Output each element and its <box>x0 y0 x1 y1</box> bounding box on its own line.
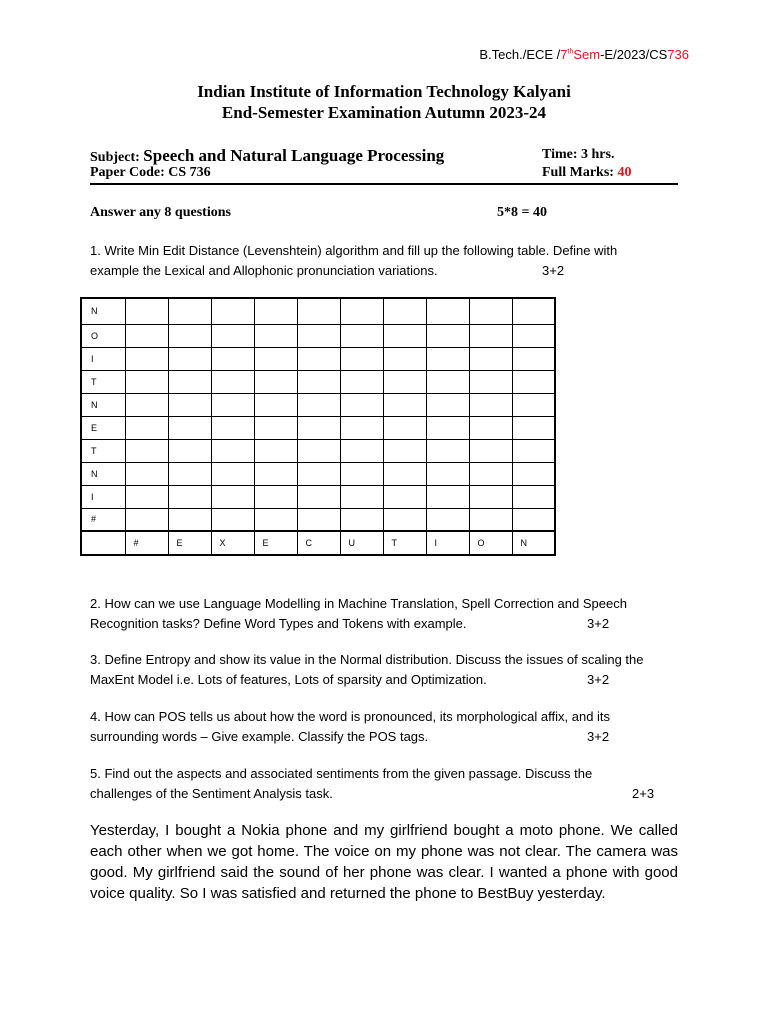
empty-cell <box>168 462 211 485</box>
course-reference: B.Tech./ECE /7thSem-E/2023/CS736 <box>479 47 689 62</box>
empty-cell <box>297 370 340 393</box>
semester-suffix: th <box>567 48 574 56</box>
empty-cell <box>512 462 555 485</box>
course-code: 736 <box>667 47 689 62</box>
table-row <box>81 416 555 439</box>
question-3-marks: 3+2 <box>587 671 610 687</box>
row-label: I <box>81 485 125 508</box>
empty-cell <box>426 508 469 531</box>
empty-cell <box>426 439 469 462</box>
empty-cell <box>211 324 254 347</box>
empty-cell <box>125 324 168 347</box>
empty-cell <box>512 439 555 462</box>
empty-cell <box>340 347 383 370</box>
empty-cell <box>426 393 469 416</box>
question-2: 2. How can we use Language Modelling in Machine Translation, Spell Correction and Speech Recognition tasks? Define Word Types and Tokens with example. 3+2 <box>90 594 678 633</box>
question-1-marks: 3+2 <box>542 262 565 278</box>
empty-cell <box>340 508 383 531</box>
column-label: N <box>512 531 555 555</box>
empty-cell <box>383 508 426 531</box>
empty-cell <box>469 462 512 485</box>
empty-cell <box>168 485 211 508</box>
empty-cell <box>340 462 383 485</box>
empty-cell <box>168 439 211 462</box>
row-label: E <box>81 416 125 439</box>
subject-label: Subject: <box>90 150 144 165</box>
subject-name: Speech and Natural Language Processing <box>143 146 445 165</box>
empty-cell <box>125 462 168 485</box>
question-2-marks: 3+2 <box>587 615 610 631</box>
empty-cell <box>125 298 168 324</box>
empty-cell <box>512 393 555 416</box>
table-row <box>81 347 555 370</box>
empty-cell <box>254 324 297 347</box>
question-5: 5. Find out the aspects and associated sentiments from the given passage. Discuss the challenges of the Sentiment Analysis task. 2+3 <box>90 764 678 803</box>
empty-cell <box>254 508 297 531</box>
edit-distance-table <box>80 297 556 556</box>
empty-cell <box>340 370 383 393</box>
empty-cell <box>469 324 512 347</box>
column-label: U <box>340 531 383 555</box>
empty-cell <box>211 416 254 439</box>
empty-cell <box>168 298 211 324</box>
empty-cell <box>426 416 469 439</box>
empty-cell <box>383 485 426 508</box>
empty-cell <box>211 298 254 324</box>
semester-number: 7 <box>560 47 568 62</box>
column-label: O <box>469 531 512 555</box>
empty-cell <box>512 298 555 324</box>
row-label: T <box>81 439 125 462</box>
paper-code: Paper Code: CS 736 <box>90 165 211 180</box>
question-5-marks: 2+3 <box>632 785 655 801</box>
empty-cell <box>168 393 211 416</box>
empty-cell <box>383 298 426 324</box>
empty-cell <box>125 416 168 439</box>
row-label: N <box>81 393 125 416</box>
empty-cell <box>254 298 297 324</box>
exam-title: End-Semester Examination Autumn 2023-24 <box>221 103 547 122</box>
table-row <box>81 485 555 508</box>
empty-cell <box>469 508 512 531</box>
empty-cell <box>211 347 254 370</box>
subject-line <box>90 146 444 166</box>
empty-cell <box>469 393 512 416</box>
header-divider <box>90 183 678 185</box>
sentiment-passage: Yesterday, I bought a Nokia phone and my girlfriend bought a moto phone. We called each other when we got home. The voice on my phone was not clear. The camera was good. My girlfriend said the sound of her phone was clear. I wanted a phone with good voice quality. So I was satisfied and returned the phone to BestBuy yesterday. <box>90 822 678 902</box>
empty-cell <box>426 298 469 324</box>
empty-cell <box>254 439 297 462</box>
empty-cell <box>426 347 469 370</box>
column-header-row <box>81 531 555 555</box>
empty-cell <box>340 393 383 416</box>
empty-cell <box>254 393 297 416</box>
empty-cell <box>254 370 297 393</box>
empty-cell <box>254 485 297 508</box>
empty-cell <box>254 416 297 439</box>
column-label: E <box>168 531 211 555</box>
empty-cell <box>383 324 426 347</box>
empty-cell <box>469 485 512 508</box>
empty-cell <box>297 439 340 462</box>
empty-cell <box>125 347 168 370</box>
empty-cell <box>340 439 383 462</box>
empty-cell <box>426 462 469 485</box>
empty-cell <box>211 393 254 416</box>
empty-cell <box>340 416 383 439</box>
empty-cell <box>512 416 555 439</box>
empty-cell <box>254 462 297 485</box>
empty-cell <box>211 462 254 485</box>
empty-cell <box>383 370 426 393</box>
empty-cell <box>125 508 168 531</box>
empty-cell <box>469 298 512 324</box>
empty-cell <box>383 416 426 439</box>
empty-cell <box>297 298 340 324</box>
empty-cell <box>168 370 211 393</box>
empty-cell <box>340 324 383 347</box>
empty-cell <box>211 370 254 393</box>
empty-cell <box>297 462 340 485</box>
empty-cell <box>125 370 168 393</box>
empty-cell <box>469 416 512 439</box>
time-allowed: Time: 3 hrs. <box>542 147 615 162</box>
full-marks: Full Marks: 40 <box>542 165 632 180</box>
empty-cell <box>512 485 555 508</box>
table-row <box>81 298 555 324</box>
empty-cell <box>297 485 340 508</box>
full-marks-value: 40 <box>617 165 632 180</box>
question-4: 4. How can POS tells us about how the word is pronounced, its morphological affix, and its surrounding words – Give example. Classify the POS tags. 3+2 <box>90 707 678 746</box>
empty-cell <box>211 508 254 531</box>
empty-cell <box>512 508 555 531</box>
column-label: # <box>125 531 168 555</box>
instruction-text: Answer any 8 questions <box>90 205 231 220</box>
empty-cell <box>168 508 211 531</box>
row-label: T <box>81 370 125 393</box>
empty-cell <box>383 439 426 462</box>
column-label: X <box>211 531 254 555</box>
semester-word: Sem <box>573 47 601 62</box>
table-row <box>81 462 555 485</box>
empty-cell <box>125 439 168 462</box>
column-label: I <box>426 531 469 555</box>
empty-cell <box>469 347 512 370</box>
empty-cell <box>297 324 340 347</box>
table-row <box>81 370 555 393</box>
empty-cell <box>426 485 469 508</box>
empty-cell <box>125 485 168 508</box>
question-1: 1. Write Min Edit Distance (Levenshtein) algorithm and fill up the following table. Define with example the Lexical and Allophonic pronunciation variations. 3+2 <box>90 241 678 280</box>
column-label: E <box>254 531 297 555</box>
question-3: 3. Define Entropy and show its value in the Normal distribution. Discuss the issues of scaling the MaxEnt Model i.e. Lots of features, Lots of sparsity and Optimization. 3+2 <box>90 650 678 689</box>
empty-cell <box>125 393 168 416</box>
row-label: N <box>81 462 125 485</box>
empty-cell <box>512 370 555 393</box>
table-row <box>81 439 555 462</box>
empty-cell <box>512 324 555 347</box>
empty-cell <box>297 347 340 370</box>
empty-cell <box>469 370 512 393</box>
empty-cell <box>383 393 426 416</box>
institute-title: Indian Institute of Information Technology Kalyani <box>197 82 571 101</box>
empty-cell <box>211 485 254 508</box>
column-label: C <box>297 531 340 555</box>
column-label: T <box>383 531 426 555</box>
row-label: N <box>81 298 125 324</box>
table-row <box>81 393 555 416</box>
empty-cell <box>426 370 469 393</box>
empty-cell <box>297 508 340 531</box>
table-row <box>81 324 555 347</box>
empty-cell <box>426 324 469 347</box>
empty-cell <box>168 416 211 439</box>
empty-cell <box>297 393 340 416</box>
empty-cell <box>512 347 555 370</box>
row-label: O <box>81 324 125 347</box>
table-row <box>81 508 555 531</box>
empty-cell <box>383 347 426 370</box>
empty-cell <box>340 298 383 324</box>
corner-cell <box>81 531 125 555</box>
empty-cell <box>340 485 383 508</box>
question-4-marks: 3+2 <box>587 728 610 744</box>
empty-cell <box>297 416 340 439</box>
row-label: I <box>81 347 125 370</box>
empty-cell <box>254 347 297 370</box>
empty-cell <box>383 462 426 485</box>
empty-cell <box>469 439 512 462</box>
row-label: # <box>81 508 125 531</box>
instruction-marks: 5*8 = 40 <box>497 205 547 220</box>
empty-cell <box>168 324 211 347</box>
empty-cell <box>211 439 254 462</box>
empty-cell <box>168 347 211 370</box>
